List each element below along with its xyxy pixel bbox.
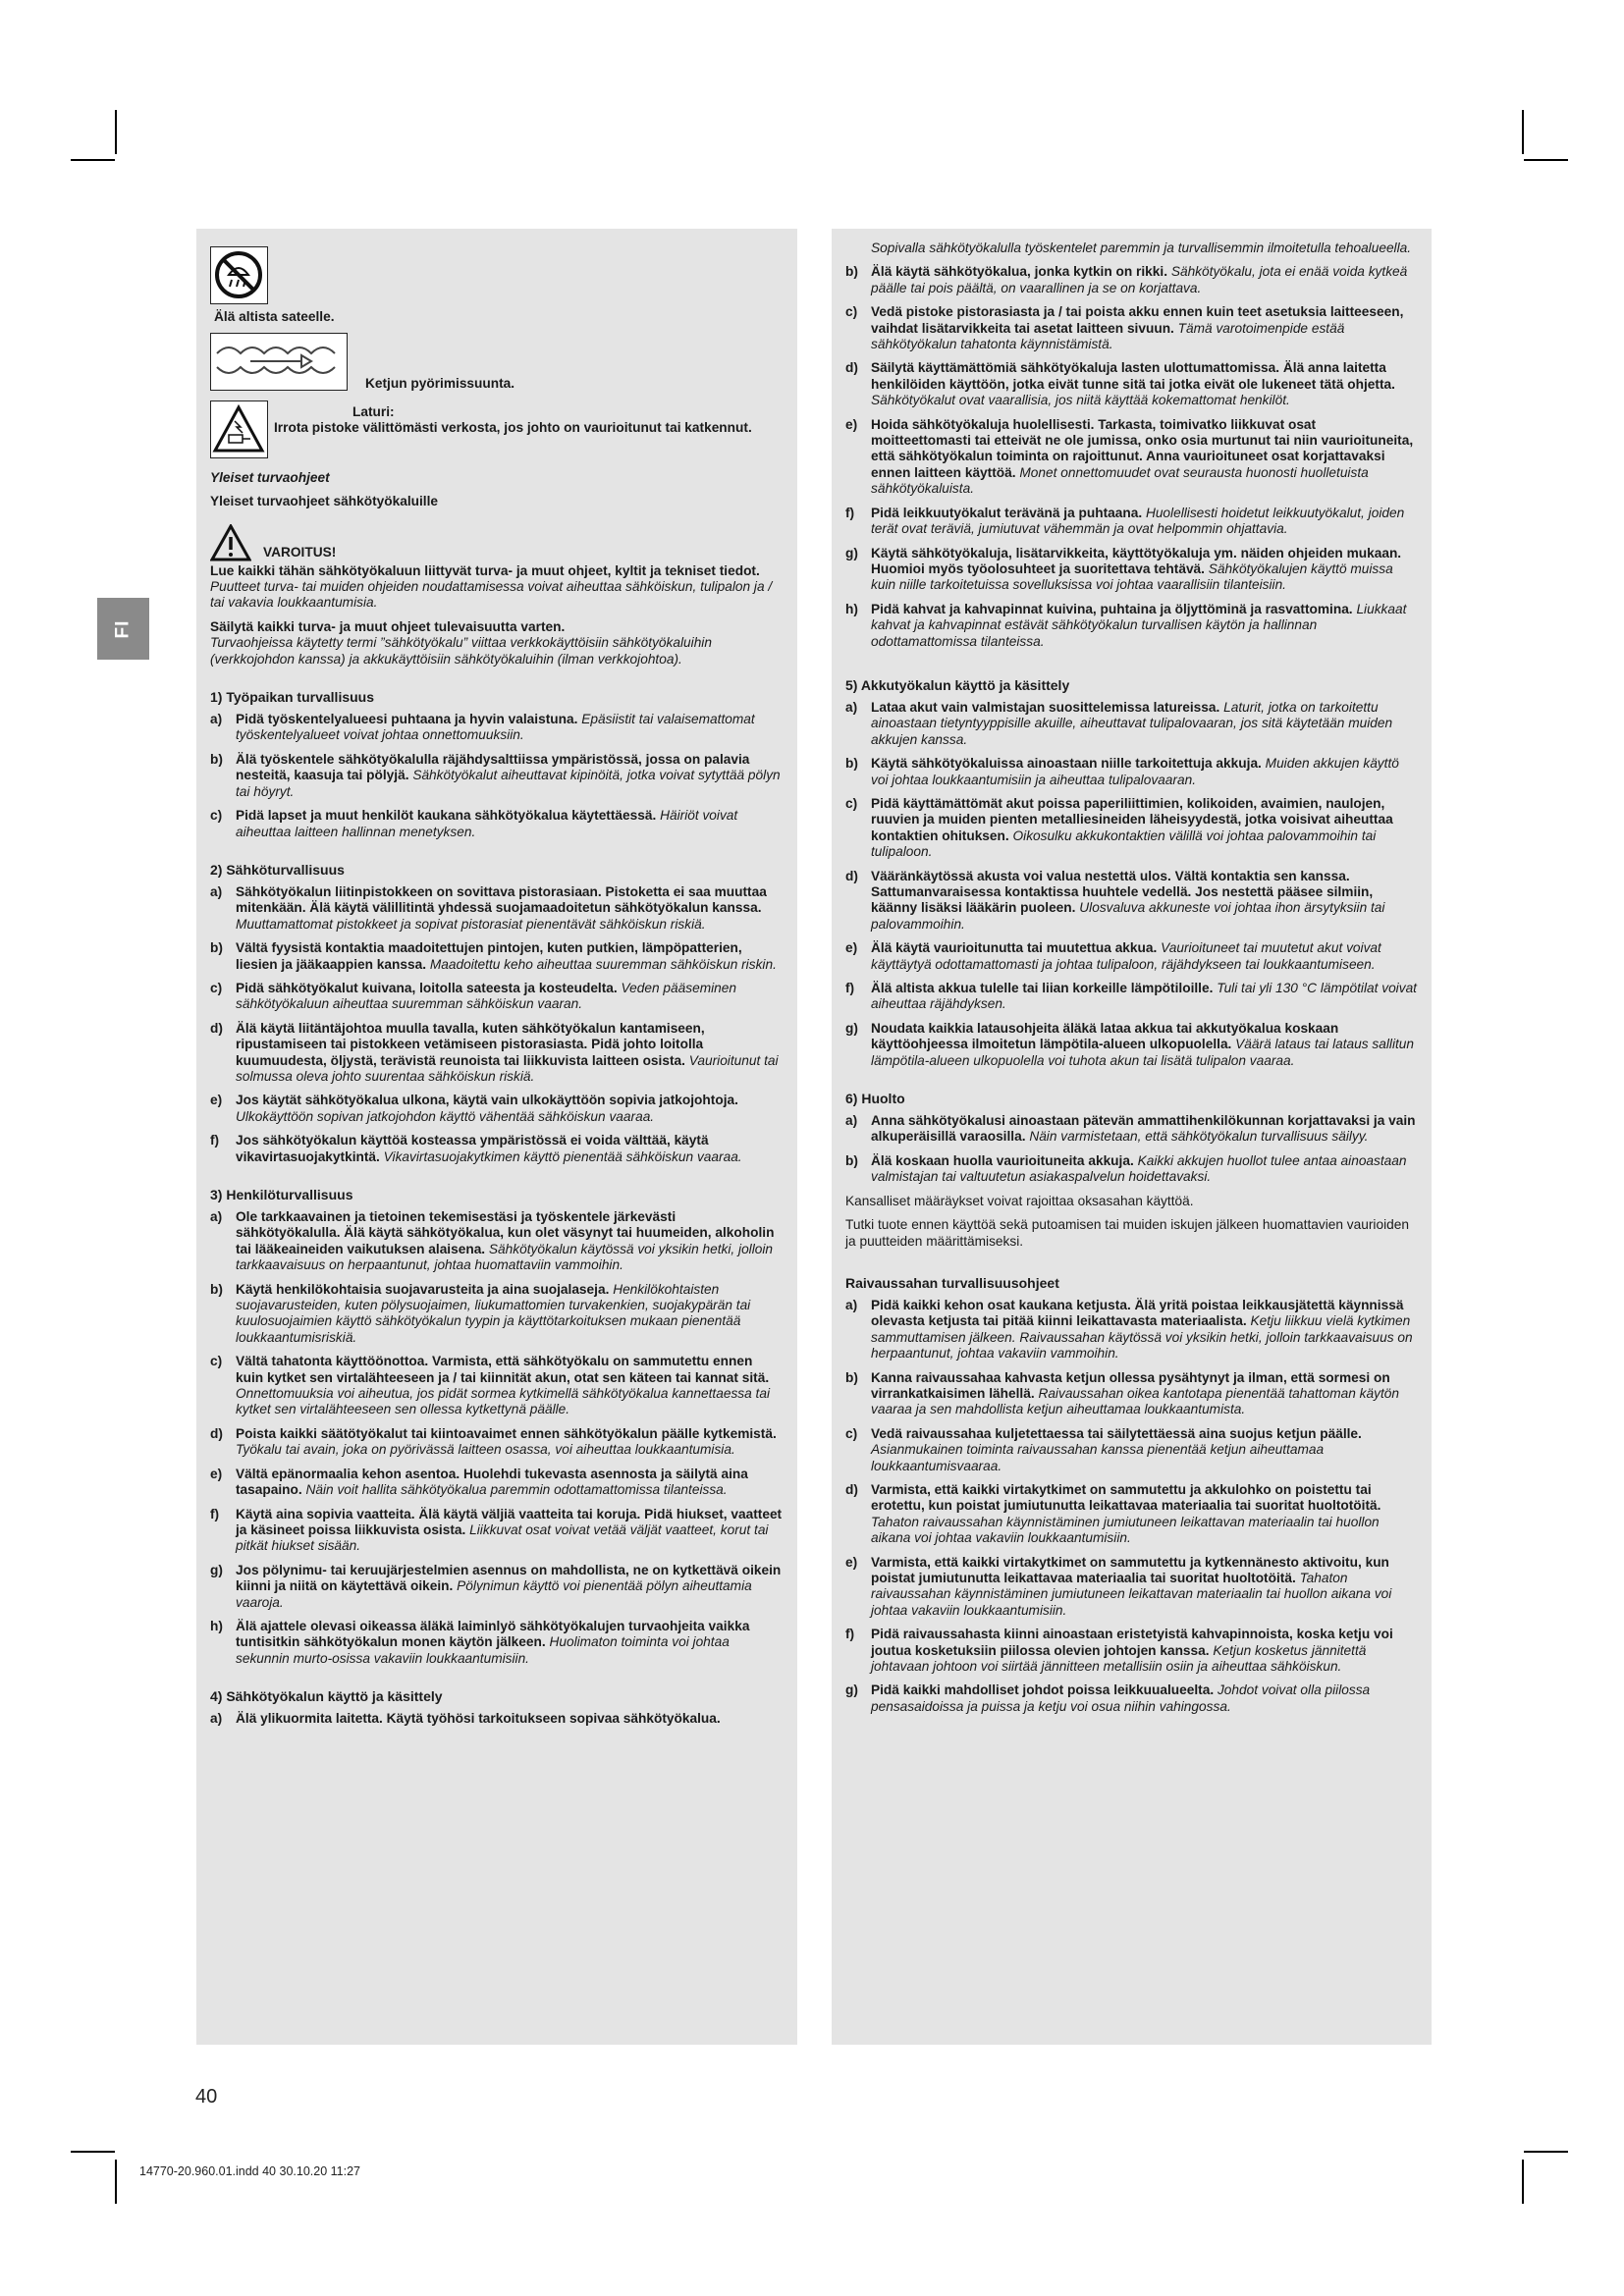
list-item-bold: Käytä aina sopivia vaatteita. Älä käytä väljiä vaatteita tai koruja. Pidä hiukset, vaatteet ja käsineet poissa liikkuvista osista. (236, 1506, 783, 1537)
keep-paragraph (210, 619, 783, 667)
list-item (845, 1153, 1417, 1186)
list-item-bold: Pidä kaikki mahdolliset johdot poissa leikkuualueelta. (871, 1682, 1215, 1698)
list-item-letter: h) (845, 601, 858, 616)
list-item-letter: h) (210, 1618, 223, 1633)
warning-paragraph (210, 563, 783, 612)
list-item-italic: Sähkötyökalujen käyttö muissa kuin niille tarkoitetuissa sovelluksissa voi johtaa vaarallisiin tilanteisiin. (871, 561, 1393, 593)
list-item (845, 602, 1417, 650)
list-item-italic: Tahaton raivaussahan käynnistäminen jumiutuneen leikattavan materiaalin tai huollon aikana voi johtaa vakaviin loukkaantumisiin. (871, 1571, 1392, 1618)
list-item-letter: d) (845, 1481, 858, 1497)
list-item-bold: Pidä kahvat ja kahvapinnat kuivina, puhtaina ja öljyttöminä ja rasvattomina. (871, 601, 1353, 616)
list-item (845, 506, 1417, 538)
list-item-letter: b) (845, 1152, 858, 1168)
list-item-bold: Hoida sähkötyökaluja huolellisesti. Tarkasta, toimivatko liikkuvat osat moitteettomasti tai etteivät ne ole jumissa, onko osia murtunut tai niin vaurioituneita, että sähkötyökalun toiminta on rajoittunut. Anna vaurioituneet osat korjattavaksi ennen laitteen käyttöä. (871, 416, 1414, 480)
list-item-letter: f) (845, 505, 855, 520)
list-item (210, 884, 783, 933)
list-item-italic: Huolimaton toiminta voi johtaa sekunnin murto-osissa vakaviin loukkaantumisiin. (236, 1634, 730, 1666)
list-item-italic: Henkilökohtaisten suojavarusteiden, kuten pölysuojaimen, liukumattomien turvakenkien, suojakypärän tai kuulosuojaimien käyttö sähkötyökalun tyypin ja käyttötarkoituksen mukaan pienentää loukkaantumisriskiä. (236, 1281, 751, 1345)
list-item-bold: Käytä sähkötyökaluissa ainoastaan niille tarkoitettuja akkuja. (871, 756, 1262, 772)
list-item-letter: g) (845, 1682, 858, 1698)
list-item (210, 1354, 783, 1418)
no-rain-icon (210, 246, 268, 304)
list-item (845, 417, 1417, 498)
section-title: 6) Huolto (845, 1091, 905, 1107)
list-item-italic: Liukkaat kahvat ja kahvapinnat estävät sähkötyökalun turvallisen käytön ja hallinnan odottamattomissa tilanteissa. (871, 601, 1407, 649)
list-item-italic: Sähkötyökalut aiheuttavat kipinöitä, jotka voivat sytyttää pölyn tai höyryt. (236, 768, 781, 799)
list-item-italic: Muuttamattomat pistokkeet ja sopivat pistorasiat pienentävät sähköiskun riskiä. (236, 916, 706, 932)
list-item-italic: Näin varmistetaan, että sähkötyökalun turvallisuus säilyy. (1029, 1129, 1369, 1145)
list-item (845, 264, 1417, 296)
page-number: 40 (195, 2086, 218, 2108)
list-item-italic: Ulosvaluva akkuneste voi johtaa ihon ärsytyksiin tai palovammoihin. (871, 900, 1385, 932)
list-item-bold: Pidä lapset ja muut henkilöt kaukana sähkötyökalua käytettäessä. (236, 808, 657, 824)
list-item-bold: Varmista, että kaikki virtakytkimet on sammutettu ja akkulohko on poistettu tai erotettu, kun poistat jumiutunutta leikattavaa materiaalia tai suoritat huoltotöitä. (871, 1481, 1381, 1514)
list-item-italic: Näin voit hallita sähkötyökalua paremmin odottamattomissa tilanteissa. (305, 1482, 728, 1498)
list-item-letter: c) (210, 808, 223, 824)
list-item-bold: Älä ajattele olevasi oikeassa äläkä laiminlyö sähkötyökalujen turvaohjeita vaikka tuntisitkin sähkötyökalun monen käytön jälkeen. (236, 1618, 750, 1650)
charger-warning-icon (210, 400, 268, 458)
list-item-letter: a) (210, 883, 223, 899)
list-item-letter: a) (845, 699, 858, 715)
keep-bold: Säilytä kaikki turva- ja muut ohjeet tulevaisuutta varten. (210, 618, 566, 634)
chain-direction-icon (210, 333, 348, 391)
list-item-italic: Sähkötyökalut ovat vaarallisia, jos niitä käyttää kokemattomat henkilöt. (871, 393, 1290, 408)
crop-mark (115, 2160, 117, 2204)
list-item (845, 940, 1417, 973)
list-item (845, 1682, 1417, 1715)
list-item-italic: Johdot voivat olla piilossa pensasaidoissa ja puissa ja ketju voi osua niihin vahingossa. (871, 1682, 1371, 1714)
heading-general-safety-italic: Yleiset turvaohjeet (210, 469, 330, 485)
list-item-letter: a) (845, 1113, 858, 1129)
crop-mark (1524, 159, 1568, 161)
list-item (845, 1021, 1417, 1069)
section-title: 5) Akkutyökalun käyttö ja käsittely (845, 676, 1070, 693)
list-item-italic: Väärä lataus tai lataus sallitun lämpötila-alueen ulkopuolella voi tuhota akun tai lisätä tulipalon vaaraa. (871, 1037, 1415, 1068)
list-item-bold: Pidä raivaussahasta kiinni ainoastaan eristetyistä kahvapinnoista, koska ketju voi joutua kosketuksiin piilossa olevien johtojen kanssa. (871, 1627, 1393, 1658)
list-item-bold: Pidä työskentelyalueesi puhtaana ja hyvin valaistuna. (236, 712, 578, 727)
crop-mark (1522, 2160, 1524, 2204)
list-item-letter: e) (210, 1093, 223, 1108)
crop-mark (1522, 110, 1524, 154)
warning-title: VAROITUS! (263, 545, 337, 561)
list-item-italic: Ketju liikkuu vielä kytkimen sammuttamisen jälkeen. Raivaussahan käytössä voi yksikin hetki, jolloin tarkkaavaisuus on herpaantunut, johtaa vakaviin vammoihin. (871, 1313, 1413, 1362)
saw-items (845, 1298, 1417, 1715)
list-item-letter: c) (845, 1425, 858, 1441)
list-item-letter: c) (845, 304, 858, 320)
list-item-letter: d) (210, 1425, 223, 1441)
list-item (845, 546, 1417, 594)
list-item-bold: Käytä henkilökohtaisia suojavarusteita ja aina suojalaseja. (236, 1281, 610, 1297)
list-item-letter: d) (210, 1020, 223, 1036)
list-item-italic: Onnettomuuksia voi aiheutua, jos pidät sormea kytkimellä sähkötyökalua kannettaessa tai kytket sen virtalähteeseen sen ollessa kytkettynä päälle. (236, 1386, 770, 1417)
list-item (210, 940, 783, 973)
warning-italic: Puutteet turva- tai muiden ohjeiden noudattamisessa voivat aiheuttaa sähköiskun, tulipalon ja / tai vakavia loukkaantumisia. (210, 579, 773, 611)
crop-mark (115, 110, 117, 154)
list-item-bold: Älä altista akkua tulelle tai liian korkeille lämpötiloille. (871, 981, 1214, 996)
keep-italic: Turvaohjeissa käytetty termi ”sähkötyökalu” viittaa verkkokäyttöisiin sähkötyökaluihin (verkkojohdon kanssa) ja akkukäyttöisiin sähkötyökaluihin (ilman verkkojohtoa). (210, 635, 712, 667)
list-item-italic: Monet onnettomuudet ovat seurausta huonosti huolletuista sähkötyökaluista. (871, 464, 1369, 497)
symbol-charger-text: Irrota pistoke välittömästi verkosta, jos johto on vaurioitunut tai katkennut. (274, 420, 752, 436)
list-item-letter: b) (845, 756, 858, 772)
list-item-bold: Pidä käyttämättömät akut poissa paperiliittimien, kolikoiden, avaimien, naulojen, ruuvien ja muiden pienten metalliesineiden läheisyydestä, jotka voisivat aiheuttaa kontaktien ohituksen. (871, 795, 1393, 843)
list-item-italic: Ketjun kosketus jännitettä johtavaan johtoon voi siirtää jännitteen metallisiin osiin ja aiheuttaa sähköiskun. (871, 1642, 1367, 1675)
list-item-bold: Jos käytät sähkötyökalua ulkona, käytä vain ulkokäyttöön sopivia jatkojohtoja. (236, 1093, 738, 1108)
list-item-bold: Jos sähkötyökalun käyttöä kosteassa ympäristössä ei voida välttää, käytä vikavirtasuojakytkintä. (236, 1133, 709, 1164)
warning-bold: Lue kaikki tähän sähkötyökaluun liittyvät turva- ja muut ohjeet, kyltit ja tekniset tiedot. (210, 562, 760, 578)
crop-mark (1524, 2151, 1568, 2153)
list-item-bold: Vältä tahatonta käyttöönottoa. Varmista, että sähkötyökalu on sammutettu ennen kuin kytket sen virtalähteeseen ja / tai kiinnität akun, otat sen käteen tai kannat sitä. (236, 1354, 770, 1385)
language-tab-label: FI (112, 619, 134, 638)
symbol-charger-title: Laturi: (352, 403, 395, 419)
list-item (210, 1426, 783, 1459)
saw-safety-title: Raivaussahan turvallisuusohjeet (845, 1274, 1059, 1291)
symbol-chain-direction (210, 333, 783, 392)
list-item-letter: a) (210, 1711, 223, 1727)
list-item-letter: a) (210, 1209, 223, 1224)
list-item (210, 1619, 783, 1667)
list-item-bold: Vedä raivaussahaa kuljetettaessa tai säilytettäessä aina suojus ketjun päälle. (871, 1425, 1362, 1441)
list-item (845, 1298, 1417, 1362)
right-section4-items (845, 264, 1417, 650)
warning-header (210, 524, 783, 561)
crop-mark (71, 2151, 115, 2153)
list-item (210, 1467, 783, 1499)
list-item-letter: d) (845, 360, 858, 376)
list-item-letter: d) (845, 868, 858, 883)
list-item-letter: b) (210, 1281, 223, 1297)
list-item-letter: f) (210, 1133, 220, 1148)
list-item (210, 1133, 783, 1165)
list-item-bold: Älä käytä vaurioitunutta tai muutettua akkua. (871, 940, 1158, 956)
list-item-letter: g) (210, 1562, 223, 1577)
list-item-bold: Lataa akut vain valmistajan suosittelemissa latureissa. (871, 699, 1220, 715)
left-column (196, 229, 797, 2045)
right-column (832, 229, 1432, 2045)
list-item-italic: Muiden akkujen käyttö voi johtaa loukkaantumisiin ja aiheuttaa tulipalovaaran. (871, 756, 1399, 787)
list-item (210, 1711, 783, 1727)
list-item-italic: Oikosulku akkukontaktien välillä voi johtaa palovammoihin tai tulipaloon. (871, 828, 1377, 860)
section-title: 1) Työpaikan turvallisuus (210, 689, 375, 706)
list-item-italic: Raivaussahan oikea kantotapa pienentää tahattoman käytön vaaraa ja sen mahdollista ketjun aiheuttamaa loukkaantumista. (871, 1385, 1399, 1417)
list-item-bold: Älä ylikuormita laitetta. Käytä työhösi tarkoitukseen sopivaa sähkötyökalua. (236, 1711, 721, 1727)
list-item-bold: Älä koskaan huolla vaurioituneita akkuja. (871, 1152, 1134, 1168)
list-item-italic: Tämä varotoimenpide estää sähkötyökalun tahatonta käynnistämistä. (871, 320, 1345, 352)
symbol-charger-textblock (274, 404, 752, 437)
list-item (845, 1627, 1417, 1675)
list-item-letter: b) (845, 264, 858, 280)
list-item-bold: Noudata kaikkia latausohjeita äläkä lataa akkua tai akkutyökalua koskaan käyttöohjeessa ilmoitetun lämpötila-alueen ulkopuolella. (871, 1020, 1339, 1052)
list-item-bold: Vältä epänormaalia kehon asentoa. Huolehdi tukevasta asennosta ja säilytä aina tasapaino. (236, 1466, 748, 1498)
list-item (210, 1021, 783, 1086)
list-item-bold: Varmista, että kaikki virtakytkimet on sammutettu ja kytkennänesto aktivoitu, kun poistat jumiutunutta leikattavaa materiaalia tai suoritat huoltotöitä. (871, 1554, 1389, 1585)
list-item (845, 1370, 1417, 1418)
list-item (845, 869, 1417, 934)
list-item-letter: b) (845, 1369, 858, 1385)
list-item-bold: Älä käytä sähkötyökalua, jonka kytkin on rikki. (871, 264, 1168, 280)
list-item (210, 752, 783, 800)
list-item (845, 981, 1417, 1013)
list-item-letter: b) (210, 751, 223, 767)
list-item-bold: Käytä sähkötyökaluja, lisätarvikkeita, käyttötyökaluja ym. näiden ohjeiden mukaan. Huomioi myös työolosuhteet ja suoritettava tehtävä. (871, 545, 1402, 576)
heading-general-safety: Yleiset turvaohjeet sähkötyökaluille (210, 494, 439, 509)
section-title: 3) Henkilöturvallisuus (210, 1187, 353, 1202)
list-item-letter: f) (210, 1506, 220, 1522)
list-item-italic: Tuli tai yli 130 °C lämpötilat voivat aiheuttaa räjähdyksen. (871, 981, 1417, 1012)
list-item (210, 808, 783, 840)
list-item (210, 1507, 783, 1555)
list-item-italic: Työkalu tai avain, joka on pyörivässä laitteen osassa, voi aiheuttaa loukkaantumisia. (236, 1442, 735, 1458)
list-item (845, 700, 1417, 748)
list-item (210, 1209, 783, 1274)
list-item-bold: Jos pölynimu- tai keruujärjestelmien asennus on mahdollista, ne on kytkettävä oikein kiinni ja niitä on käytettävä oikein. (236, 1562, 782, 1594)
right-sections (845, 677, 1417, 1186)
list-item-italic: Maadoitettu keho aiheuttaa suuremman sähköiskun riskin. (429, 956, 777, 972)
list-item-bold: Vältä fyysistä kontaktia maadoitettujen pintojen, kuten putkien, lämpöpatterien, liesien ja jääkaappien kanssa. (236, 940, 742, 972)
left-sections (210, 689, 783, 1728)
section-title: 2) Sähköturvallisuus (210, 861, 345, 878)
list-item-letter: a) (845, 1297, 858, 1312)
list-item (845, 756, 1417, 788)
list-item-bold: Pidä leikkuutyökalut terävänä ja puhtaana. (871, 505, 1143, 520)
list-item (845, 1426, 1417, 1474)
list-item-letter: e) (210, 1466, 223, 1481)
list-item (845, 360, 1417, 408)
list-item (210, 1282, 783, 1347)
list-item-italic: Epäsiistit tai valaisemattomat työskentelyalueet voivat johtaa onnettomuuksiin. (236, 712, 755, 743)
warning-triangle-icon (210, 524, 251, 561)
list-item (845, 1482, 1417, 1547)
list-item-letter: g) (845, 1020, 858, 1036)
list-item (210, 712, 783, 744)
list-item-italic: Huolellisesti hoidetut leikkuutyökalut, joiden terät ovat teräviä, jumiutuvat vähemmän ja ovat helpommin ohjattavia. (871, 505, 1405, 537)
list-item-italic: Asianmukainen toiminta raivaussahan kanssa pienentää ketjun aiheuttamaa loukkaantumisvaaraa. (871, 1442, 1325, 1473)
list-item-bold: Pidä sähkötyökalut kuivana, loitolla sateesta ja kosteudelta. (236, 980, 618, 995)
crop-mark (71, 159, 115, 161)
list-item-bold: Sähkötyökalun liitinpistokkeen on sovittava pistorasiaan. Pistoketta ei saa muuttaa mitenkään. Älä käytä välillitintä yhdessä suojamaadoitetun sähkötyökalun kanssa. (236, 883, 767, 916)
list-item-italic: Liikkuvat osat voivat vetää väljät vaatteet, korut tai pitkät hiukset sisään. (236, 1522, 769, 1554)
list-item-italic: Veden pääseminen sähkötyökaluun aiheuttaa suuremman sähköiskun vaaran. (236, 980, 736, 1012)
list-item (210, 1093, 783, 1125)
list-item-italic: Vaurioitunut tai solmussa oleva johto suurentaa sähköiskun riskiä. (236, 1052, 779, 1084)
list-item-bold: Pidä kaikki kehon osat kaukana ketjusta. Älä yritä poistaa leikkausjätettä käynnissä olevasta ketjusta tai pitää kiinni leikattavasta materiaalista. (871, 1297, 1404, 1329)
right-intro: Sopivalla sähkötyökalulla työskentelet paremmin ja turvallisemmin ilmoitetulla tehoalueella. (871, 240, 1412, 255)
list-item-letter: a) (210, 712, 223, 727)
list-item-italic: Sähkötyökalu, jota ei enää voida kytkeä päälle tai pois päältä, on vaarallinen ja se on korjattava. (871, 264, 1408, 295)
list-item-bold: Poista kaikki säätötyökalut tai kiintoavaimet ennen sähkötyökalun päälle kytkemistä. (236, 1425, 777, 1441)
list-item (845, 304, 1417, 352)
list-item (210, 1563, 783, 1611)
symbol-no-rain (210, 246, 783, 325)
list-item-italic: Pölynimun käyttö voi pienentää pölyn aiheuttamia vaaroja. (236, 1578, 752, 1610)
list-item-bold: Säilytä käyttämättömiä sähkötyökaluja lasten ulottumattomissa. Älä anna laitetta henkilöiden käyttöön, jotka eivät tunne sitä tai jotka eivät ole lukeneet tätä ohjetta. (871, 360, 1395, 392)
list-item-italic: Kaikki akkujen huollot tulee antaa ainoastaan valmistajan tai valtuutetun asiakaspalvelun hoidettavaksi. (871, 1152, 1407, 1185)
print-footer: 14770-20.960.01.indd 40 30.10.20 11:27 (139, 2164, 360, 2178)
symbol-no-rain-text: Älä altista sateelle. (214, 309, 335, 324)
list-item-bold: Kanna raivaussahaa kahvasta ketjun ollessa pysähtynyt ja ilman, että sormesi on virrankatkaisimen lähellä. (871, 1369, 1390, 1401)
list-item-letter: g) (845, 545, 858, 561)
note-inspect-product: Tutki tuote ennen käyttöä sekä putoamisen tai muiden iskujen jälkeen huomattavien vaurioiden ja puutteiden määrittämiseksi. (845, 1217, 1409, 1249)
list-item-italic: Tahaton raivaussahan käynnistäminen jumiutuneen leikattavan materiaalin tai huollon aikana voi johtaa vakaviin loukkaantumisiin. (871, 1514, 1380, 1546)
list-item-italic: Häiriöt voivat aiheuttaa laitteen hallinnan menetyksen. (236, 808, 738, 839)
section-title: 4) Sähkötyökalun käyttö ja käsittely (210, 1688, 443, 1705)
list-item-bold: Ole tarkkaavainen ja tietoinen tekemisestäsi ja työskentele järkevästi sähkötyökalulla. Älä käytä sähkötyökalua, kun olet väsynyt tai huumeiden, alkoholin tai lääkeaineiden vaikutuksen alaisena. (236, 1209, 775, 1256)
symbol-chain-direction-text: Ketjun pyörimissuunta. (365, 376, 515, 392)
list-item-bold: Vedä pistoke pistorasiasta ja / tai poista akku ennen kuin teet asetuksia laitteeseen, vaihdat lisätarvikkeita tai asetat laitteen sivuun. (871, 304, 1404, 336)
list-item-bold: Anna sähkötyökalusi ainoastaan pätevän ammattihenkilökunnan korjattavaksi ja vain alkuperäisillä varaosilla. (871, 1113, 1416, 1145)
list-item-letter: e) (845, 940, 858, 956)
list-item-letter: c) (210, 1354, 223, 1369)
list-item-italic: Laturit, jotka on tarkoitettu ainoastaan tietyntyyppisille akuille, aiheuttavat tulipalovaaran, jos sitä käytetään muiden akkujen kanssa. (871, 699, 1393, 747)
list-item-bold: Vääränkäytössä akusta voi valua nestettä ulos. Vältä kontaktia sen kanssa. Sattumanvaraisessa kontaktissa huuhtele vedellä. Jos nestettä pääsee silmiin, käänny lisäksi lääkärin puoleen. (871, 868, 1374, 916)
list-item (845, 1113, 1417, 1146)
list-item-italic: Ulkokäyttöön sopivan jatkojohdon käyttö vähentää sähköiskun vaaraa. (236, 1108, 655, 1124)
symbol-charger (210, 400, 783, 458)
list-item-letter: c) (210, 980, 223, 995)
list-item-letter: e) (845, 416, 858, 432)
language-tab (97, 598, 149, 660)
list-item-italic: Vikavirtasuojakytkimen käyttö pienentää sähköiskun vaaraa. (383, 1148, 742, 1164)
list-item-letter: b) (210, 940, 223, 956)
list-item-letter: f) (845, 981, 855, 996)
note-national-regulations: Kansalliset määräykset voivat rajoittaa oksasahan käyttöä. (845, 1193, 1194, 1208)
list-item (210, 981, 783, 1013)
list-item-letter: c) (845, 795, 858, 811)
list-item (845, 796, 1417, 861)
list-item-italic: Vaurioituneet tai muutetut akut voivat käyttäytyä odottamattomasti ja johtaa tulipaloon, räjähdykseen tai loukkaantumiseen. (871, 940, 1381, 972)
list-item-bold: Älä käytä liitäntäjohtoa muulla tavalla, kuten sähkötyökalun kantamiseen, ripustamiseen tai pistokkeen vetämiseen pistorasiasta. Pidä johto loitolla kuumuudesta, öljystä, terävistä reunoista tai liikkuvista laitteen osista. (236, 1020, 705, 1068)
list-item (845, 1555, 1417, 1620)
list-item-letter: e) (845, 1554, 858, 1570)
list-item-bold: Älä työskentele sähkötyökalulla räjähdysalttiissa ympäristössä, jossa on palavia nesteitä, kaasuja tai pölyjä. (236, 751, 750, 783)
list-item-letter: f) (845, 1627, 855, 1642)
list-item-italic: Sähkötyökalun käytössä voi yksikin hetki, jolloin tarkkaavaisuus on herpaantunut, johtaa huomattaviin vammoihin. (236, 1241, 774, 1273)
